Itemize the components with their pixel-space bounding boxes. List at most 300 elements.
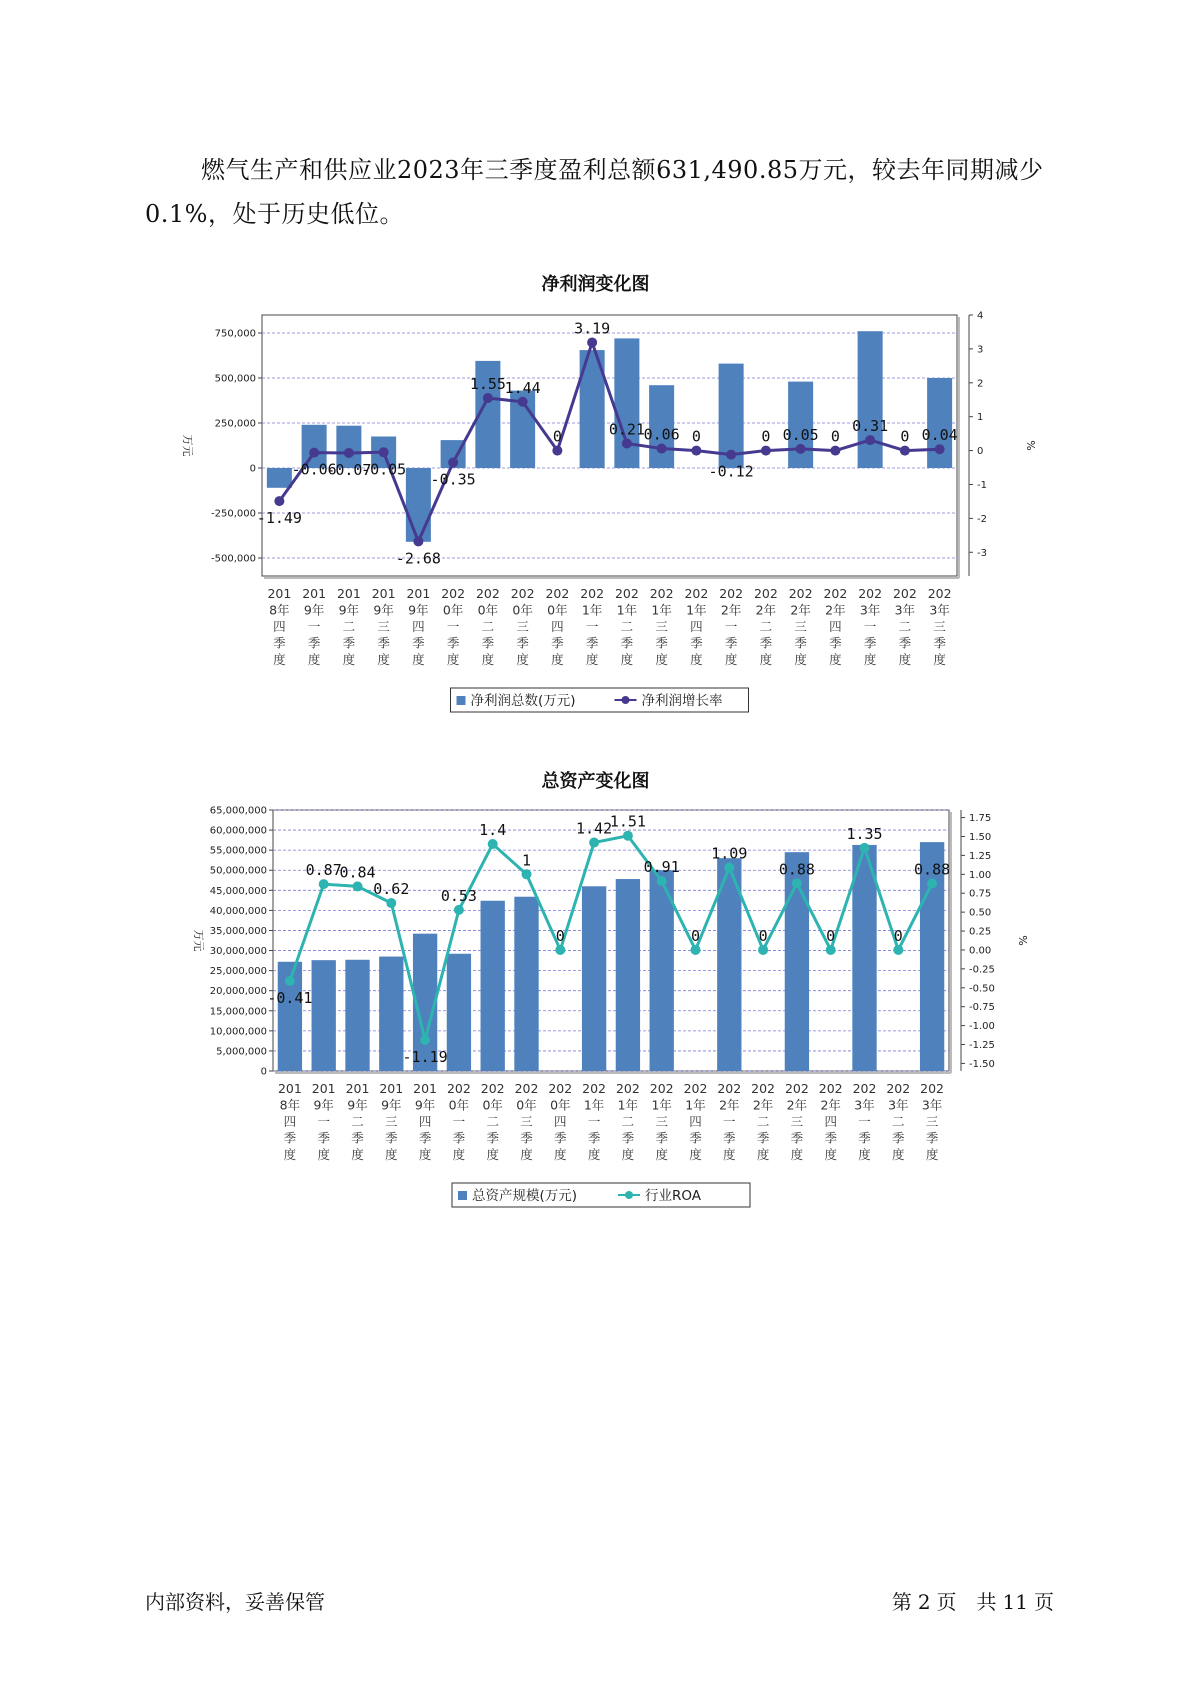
right-tick-label: -0.50 xyxy=(969,983,995,995)
left-tick-label: 35,000,000 xyxy=(209,925,267,937)
left-tick-label: 0 xyxy=(260,1066,267,1078)
point-label: -0.41 xyxy=(267,988,313,1007)
point-label: 0.21 xyxy=(608,420,645,439)
category-label: 季 xyxy=(824,1130,837,1146)
footer-confidential: 内部资料，妥善保管 xyxy=(145,1590,325,1614)
left-tick-label: 500,000 xyxy=(214,373,256,385)
point-label: 3.19 xyxy=(574,319,611,338)
category-label: 3年 xyxy=(859,602,881,618)
category-label: 季 xyxy=(723,1130,736,1146)
category-label: 202 xyxy=(475,586,500,601)
category-label: 一 xyxy=(585,619,599,634)
point-label: 0.31 xyxy=(852,417,889,436)
category-label: 0年 xyxy=(547,602,568,618)
line-point xyxy=(413,536,423,546)
right-tick-label: 1.00 xyxy=(969,869,992,881)
category-label: 四 xyxy=(690,619,703,634)
category-label: 3年 xyxy=(894,602,916,618)
category-label: 度 xyxy=(863,652,877,667)
point-label: 0.05 xyxy=(782,425,819,444)
category-label: 0年 xyxy=(442,602,464,618)
category-label: 度 xyxy=(351,1147,364,1162)
category-label: 度 xyxy=(824,1147,837,1162)
line-point xyxy=(796,444,806,454)
line-point xyxy=(622,438,632,448)
line-point xyxy=(522,869,532,879)
legend-bar-swatch xyxy=(458,1191,467,1200)
legend-line-marker xyxy=(625,1191,633,1199)
category-label: 2年 xyxy=(786,1097,808,1113)
category-label: 季 xyxy=(790,1130,804,1146)
point-label: 0.06 xyxy=(643,425,680,444)
line-point xyxy=(379,447,389,457)
right-tick-label: 0.75 xyxy=(969,888,992,900)
category-label: 度 xyxy=(587,1147,601,1162)
left-tick-label: 5,000,000 xyxy=(216,1046,267,1058)
category-label: 9年 xyxy=(338,602,360,618)
category-label: 202 xyxy=(753,586,778,601)
category-label: 202 xyxy=(441,586,466,601)
point-label: 1.42 xyxy=(576,819,613,838)
category-label: 季 xyxy=(446,635,460,651)
category-label: 二 xyxy=(759,619,773,634)
category-label: 季 xyxy=(554,1130,567,1146)
category-label: 202 xyxy=(615,1081,640,1096)
point-label: 0 xyxy=(893,926,903,945)
category-label: 度 xyxy=(520,1147,533,1162)
category-label: 季 xyxy=(520,1130,533,1146)
category-label: 三 xyxy=(377,619,390,634)
line-point xyxy=(726,450,736,460)
category-label: 度 xyxy=(794,652,807,667)
right-tick-label: 1.75 xyxy=(969,813,992,825)
line-point xyxy=(555,945,565,955)
right-tick-label: 1.25 xyxy=(969,850,992,862)
category-label: 二 xyxy=(756,1114,770,1129)
category-label: 一 xyxy=(452,1114,466,1129)
category-label: 202 xyxy=(852,1081,877,1096)
category-label: 0年 xyxy=(516,1097,537,1113)
category-label: 度 xyxy=(307,652,321,667)
category-label: 三 xyxy=(520,1114,533,1129)
right-axis-title: % xyxy=(1016,935,1029,946)
point-label: 1.51 xyxy=(609,812,646,831)
category-label: 度 xyxy=(585,652,599,667)
category-label: 二 xyxy=(620,619,634,634)
summary-text: 燃气生产和供应业2023年三季度盈利总额631,490.85万元，较去年同期减少0.1%，处于历史低位。 xyxy=(145,156,1044,228)
category-label: 202 xyxy=(920,1081,945,1096)
category-label: 202 xyxy=(717,1081,742,1096)
point-label: 1.09 xyxy=(711,844,748,863)
category-label: 0年 xyxy=(550,1097,571,1113)
point-label: -0.12 xyxy=(708,462,754,481)
category-label: 度 xyxy=(452,1147,466,1162)
category-label: 四 xyxy=(551,619,564,634)
left-tick-label: -250,000 xyxy=(211,508,256,520)
category-label: 一 xyxy=(863,619,877,634)
category-label: 季 xyxy=(756,1130,770,1146)
category-label: 202 xyxy=(446,1081,471,1096)
line-point xyxy=(900,446,910,456)
category-label: 季 xyxy=(273,635,286,651)
category-label: 9年 xyxy=(414,1097,436,1113)
category-label: 季 xyxy=(587,1130,601,1146)
category-label: 度 xyxy=(925,1147,939,1162)
right-tick-label: -0.75 xyxy=(969,1002,995,1014)
point-label: 0.62 xyxy=(373,880,410,899)
footer-page-info xyxy=(886,1586,1054,1615)
right-tick-label: 0 xyxy=(977,446,984,458)
line-point xyxy=(344,448,354,458)
category-label: 三 xyxy=(925,1114,939,1129)
category-label: 2年 xyxy=(790,602,811,618)
category-label: 度 xyxy=(385,1147,398,1162)
category-label: 度 xyxy=(516,652,529,667)
point-label: -0.06 xyxy=(291,460,337,479)
legend-bar-swatch xyxy=(457,696,466,705)
line-point xyxy=(552,446,562,456)
line-point xyxy=(483,393,493,403)
category-label: 季 xyxy=(858,1130,871,1146)
category-label: 202 xyxy=(580,586,605,601)
bar xyxy=(379,957,403,1071)
category-label: 季 xyxy=(283,1130,297,1146)
left-tick-label: 10,000,000 xyxy=(209,1026,267,1038)
bar xyxy=(481,901,505,1071)
category-label: 季 xyxy=(925,1130,939,1146)
category-label: 三 xyxy=(933,619,946,634)
left-tick-label: 55,000,000 xyxy=(209,845,267,857)
point-label: -2.68 xyxy=(395,549,441,568)
category-label: 202 xyxy=(548,1081,573,1096)
left-tick-label: 65,000,000 xyxy=(209,805,267,817)
point-label: 0.53 xyxy=(440,886,477,905)
category-label: 202 xyxy=(683,1081,708,1096)
category-label: 度 xyxy=(790,1147,804,1162)
category-label: 度 xyxy=(858,1147,871,1162)
right-tick-label: -1.00 xyxy=(969,1021,995,1033)
point-label: -1.19 xyxy=(402,1047,448,1066)
category-label: 201 xyxy=(267,586,292,601)
category-label: 季 xyxy=(418,1130,432,1146)
category-label: 度 xyxy=(342,652,356,667)
category-label: 度 xyxy=(756,1147,770,1162)
category-label: 201 xyxy=(336,586,361,601)
category-label: 季 xyxy=(452,1130,466,1146)
category-label: 度 xyxy=(620,652,634,667)
category-label: 季 xyxy=(759,635,773,651)
category-label: 三 xyxy=(385,1114,398,1129)
category-label: 季 xyxy=(655,635,668,651)
category-label: 二 xyxy=(892,1114,905,1129)
category-label: 202 xyxy=(614,586,639,601)
point-label: 0 xyxy=(552,427,562,446)
category-label: 201 xyxy=(406,586,431,601)
chart2-title: 总资产变化图 xyxy=(541,771,650,792)
line-point xyxy=(448,457,458,467)
category-label: 一 xyxy=(307,619,321,634)
category-label: 1年 xyxy=(651,602,672,618)
category-label: 度 xyxy=(759,652,773,667)
bar xyxy=(267,468,292,488)
plot-area xyxy=(273,810,949,1071)
category-label: 202 xyxy=(751,1081,776,1096)
category-label: 季 xyxy=(385,1130,398,1146)
page-prefix: 第 xyxy=(891,1590,912,1614)
category-label: 0年 xyxy=(512,602,533,618)
right-tick-label: -1.25 xyxy=(969,1040,995,1052)
category-label: 三 xyxy=(655,619,668,634)
category-label: 四 xyxy=(418,1114,432,1129)
category-label: 202 xyxy=(858,586,883,601)
category-label: 季 xyxy=(551,635,564,651)
category-label: 2年 xyxy=(720,602,742,618)
category-label: 度 xyxy=(273,652,286,667)
category-label: 度 xyxy=(446,652,460,667)
category-label: 度 xyxy=(898,652,912,667)
point-label: 0 xyxy=(690,926,701,945)
chart1-title: 净利润变化图 xyxy=(541,274,650,295)
right-tick-label: 1.50 xyxy=(969,831,992,843)
bar xyxy=(312,960,336,1071)
category-label: 1年 xyxy=(583,1097,605,1113)
category-label: 二 xyxy=(621,1114,635,1129)
right-tick-label: -2 xyxy=(977,513,987,525)
category-label: 8年 xyxy=(269,602,290,618)
point-label: -0.05 xyxy=(361,460,407,479)
category-label: 202 xyxy=(649,586,674,601)
category-label: 201 xyxy=(413,1081,438,1096)
bar xyxy=(447,954,471,1071)
point-label: 1.4 xyxy=(479,821,507,840)
bar xyxy=(616,879,640,1071)
point-label: 0.84 xyxy=(339,863,376,882)
left-tick-label: 15,000,000 xyxy=(209,1006,267,1018)
category-label: 3年 xyxy=(854,1097,875,1113)
category-label: 度 xyxy=(377,652,390,667)
category-label: 季 xyxy=(794,635,807,651)
point-label: 0.88 xyxy=(778,860,815,879)
category-label: 四 xyxy=(554,1114,567,1129)
category-label: 202 xyxy=(480,1081,505,1096)
line-point xyxy=(420,1035,430,1045)
category-label: 四 xyxy=(283,1114,297,1129)
legend-line-label: 净利润增长率 xyxy=(641,693,723,709)
category-label: 四 xyxy=(689,1114,702,1129)
category-label: 季 xyxy=(655,1130,668,1146)
category-label: 季 xyxy=(351,1130,364,1146)
right-tick-label: -1.50 xyxy=(969,1058,995,1070)
category-label: 202 xyxy=(510,586,535,601)
point-label: 0 xyxy=(830,427,840,446)
left-tick-label: 30,000,000 xyxy=(209,946,267,958)
right-tick-label: 2 xyxy=(977,378,984,390)
line-point xyxy=(488,839,498,849)
legend-bar-label: 净利润总数(万元) xyxy=(470,693,576,709)
right-tick-label: 0.50 xyxy=(969,907,992,919)
category-label: 二 xyxy=(342,619,356,634)
page-number: 2 xyxy=(917,1590,931,1614)
point-label: 1.44 xyxy=(504,378,541,397)
line-point xyxy=(386,898,396,908)
point-label: 0 xyxy=(555,926,565,945)
point-label: 0.91 xyxy=(643,858,680,877)
category-label: 一 xyxy=(317,1114,330,1129)
category-label: 202 xyxy=(886,1081,911,1096)
category-label: 9年 xyxy=(313,1097,334,1113)
category-label: 季 xyxy=(689,1130,702,1146)
category-label: 201 xyxy=(311,1081,336,1096)
bar xyxy=(345,960,369,1071)
page-mid: 页 共 xyxy=(936,1590,997,1614)
line-point xyxy=(860,843,870,853)
category-label: 度 xyxy=(892,1147,905,1162)
category-label: 四 xyxy=(412,619,425,634)
right-axis-title: % xyxy=(1024,440,1037,451)
line-point xyxy=(274,496,284,506)
line-point xyxy=(285,976,295,986)
category-label: 9年 xyxy=(381,1097,402,1113)
bar xyxy=(852,845,876,1071)
line-point xyxy=(309,448,319,458)
category-label: 季 xyxy=(620,635,634,651)
category-label: 季 xyxy=(690,635,703,651)
point-label: 0 xyxy=(758,926,768,945)
category-label: 一 xyxy=(723,1114,736,1129)
line-point xyxy=(691,945,701,955)
line-point xyxy=(518,397,528,407)
category-label: 度 xyxy=(418,1147,432,1162)
category-label: 度 xyxy=(621,1147,635,1162)
category-label: 9年 xyxy=(347,1097,368,1113)
line-point xyxy=(935,444,945,454)
category-label: 四 xyxy=(824,1114,837,1129)
category-label: 四 xyxy=(829,619,842,634)
line-point xyxy=(587,337,597,347)
line-point xyxy=(761,446,771,456)
category-label: 202 xyxy=(719,586,744,601)
category-label: 季 xyxy=(621,1130,635,1146)
category-label: 三 xyxy=(794,619,807,634)
category-label: 度 xyxy=(655,652,668,667)
category-label: 一 xyxy=(446,619,460,634)
bar xyxy=(858,331,883,468)
bar xyxy=(514,897,538,1071)
category-label: 季 xyxy=(863,635,877,651)
bar xyxy=(406,468,431,542)
line-point xyxy=(724,862,734,872)
category-label: 202 xyxy=(788,586,813,601)
category-label: 3年 xyxy=(888,1097,909,1113)
category-label: 0年 xyxy=(448,1097,470,1113)
category-label: 度 xyxy=(724,652,738,667)
point-label: 0 xyxy=(826,926,836,945)
bar xyxy=(582,886,606,1071)
category-label: 1年 xyxy=(651,1097,672,1113)
category-label: 度 xyxy=(554,1147,567,1162)
category-label: 一 xyxy=(724,619,738,634)
point-label: 1.55 xyxy=(469,375,506,394)
category-label: 度 xyxy=(486,1147,499,1162)
category-label: 1年 xyxy=(616,602,638,618)
bar xyxy=(614,338,639,468)
category-label: 1年 xyxy=(686,602,707,618)
line-point xyxy=(657,876,667,886)
point-label: -1.49 xyxy=(256,509,302,528)
category-label: 二 xyxy=(481,619,495,634)
legend-bar-label: 总资产规模(万元) xyxy=(472,1188,578,1204)
summary-paragraph xyxy=(145,148,1050,236)
left-axis-title: 万元 xyxy=(181,434,194,457)
category-label: 2年 xyxy=(825,602,846,618)
line-point xyxy=(927,878,937,888)
point-label: 1 xyxy=(521,851,532,870)
category-label: 1年 xyxy=(581,602,603,618)
category-label: 度 xyxy=(551,652,564,667)
category-label: 8年 xyxy=(279,1097,301,1113)
category-label: 9年 xyxy=(408,602,429,618)
line-point xyxy=(353,881,363,891)
bar xyxy=(788,382,813,468)
category-label: 202 xyxy=(649,1081,674,1096)
category-label: 季 xyxy=(892,1130,905,1146)
category-label: 度 xyxy=(690,652,703,667)
left-tick-label: -500,000 xyxy=(211,553,256,565)
point-label: 0.88 xyxy=(914,860,951,879)
line-point xyxy=(623,831,633,841)
category-label: 三 xyxy=(790,1114,804,1129)
category-label: 度 xyxy=(283,1147,297,1162)
category-label: 季 xyxy=(585,635,599,651)
category-label: 201 xyxy=(379,1081,404,1096)
category-label: 季 xyxy=(412,635,425,651)
line-point xyxy=(454,905,464,915)
total-assets-chart xyxy=(0,800,1191,1230)
category-label: 季 xyxy=(481,635,495,651)
category-label: 二 xyxy=(898,619,912,634)
left-tick-label: 60,000,000 xyxy=(209,825,267,837)
category-label: 2年 xyxy=(820,1097,841,1113)
line-point xyxy=(893,945,903,955)
category-label: 202 xyxy=(545,586,570,601)
point-label: -0.35 xyxy=(430,470,476,489)
category-label: 202 xyxy=(514,1081,539,1096)
page-suffix: 页 xyxy=(1034,1590,1054,1614)
category-label: 四 xyxy=(273,619,286,634)
left-tick-label: 250,000 xyxy=(214,418,256,430)
category-label: 1年 xyxy=(617,1097,639,1113)
category-label: 202 xyxy=(892,586,917,601)
category-label: 201 xyxy=(302,586,327,601)
point-label: -0.07 xyxy=(326,460,372,479)
point-label: 0 xyxy=(761,427,771,446)
category-label: 201 xyxy=(277,1081,302,1096)
left-tick-label: 0 xyxy=(249,463,256,475)
category-label: 季 xyxy=(724,635,738,651)
category-label: 度 xyxy=(317,1147,330,1162)
category-label: 1年 xyxy=(685,1097,706,1113)
right-tick-label: -1 xyxy=(977,479,987,491)
category-label: 度 xyxy=(723,1147,736,1162)
right-tick-label: 1 xyxy=(977,412,984,424)
point-label: 0.87 xyxy=(305,861,342,880)
right-tick-label: -3 xyxy=(977,547,987,559)
legend-line-label: 行业ROA xyxy=(645,1188,702,1204)
left-tick-label: 50,000,000 xyxy=(209,865,267,877)
category-label: 季 xyxy=(342,635,356,651)
right-tick-label: 0.25 xyxy=(969,926,992,938)
point-label: 0.04 xyxy=(921,426,958,445)
